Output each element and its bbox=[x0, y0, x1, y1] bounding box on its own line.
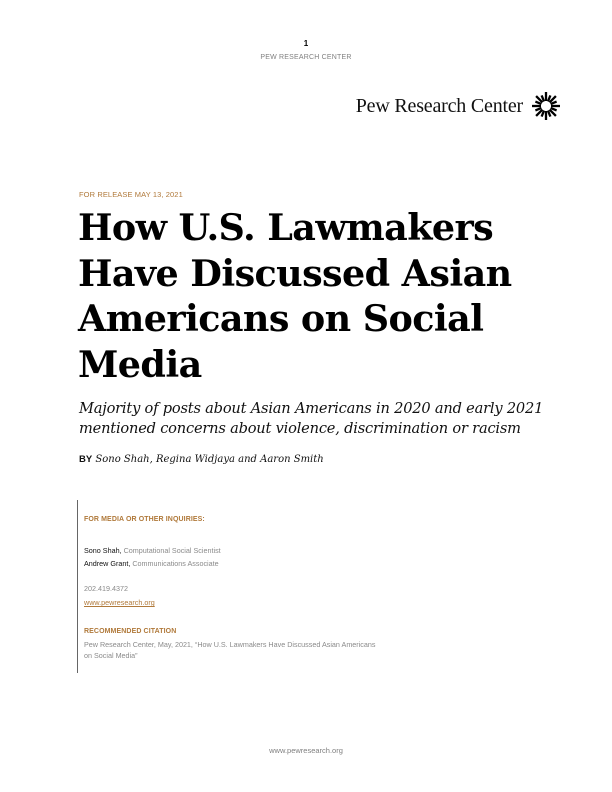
contact-role: Computational Social Scientist bbox=[123, 546, 221, 555]
byline-authors: Sono Shah, Regina Widjaya and Aaron Smith bbox=[95, 454, 324, 465]
footer-url: www.pewresearch.org bbox=[269, 746, 343, 755]
report-subtitle: Majority of posts about Asian Americans in 2020 and early 2021 mentioned concerns about violence, discrimination or racism bbox=[79, 400, 544, 437]
page-number: 1 bbox=[303, 39, 309, 48]
contact-person bbox=[84, 559, 219, 568]
brand-name: Pew Research Center bbox=[355, 94, 523, 117]
contact-person bbox=[84, 546, 221, 555]
report-title: How U.S. Lawmakers Have Discussed Asian Americans on Social Media bbox=[78, 206, 512, 386]
pew-sunburst-icon bbox=[531, 91, 561, 121]
contact-name: Andrew Grant, bbox=[84, 559, 131, 568]
release-date: FOR RELEASE MAY 13, 2021 bbox=[79, 190, 183, 199]
contact-phone: 202.419.4372 bbox=[84, 584, 128, 593]
contact-role: Communications Associate bbox=[132, 559, 219, 568]
website-link[interactable]: www.pewresearch.org bbox=[84, 598, 155, 607]
contact-name: Sono Shah, bbox=[84, 546, 122, 555]
running-header: PEW RESEARCH CENTER bbox=[260, 54, 352, 61]
citation-heading: RECOMMENDED CITATION bbox=[84, 628, 177, 635]
brand-logo[interactable] bbox=[356, 91, 561, 121]
media-inquiries-heading: FOR MEDIA OR OTHER INQUIRIES: bbox=[84, 516, 205, 523]
contact-divider bbox=[77, 500, 78, 673]
citation-text: Pew Research Center, May, 2021, “How U.S. Lawmakers Have Discussed Asian Americans on Social Media” bbox=[84, 640, 376, 660]
byline bbox=[79, 454, 324, 465]
byline-label: BY bbox=[79, 454, 93, 465]
